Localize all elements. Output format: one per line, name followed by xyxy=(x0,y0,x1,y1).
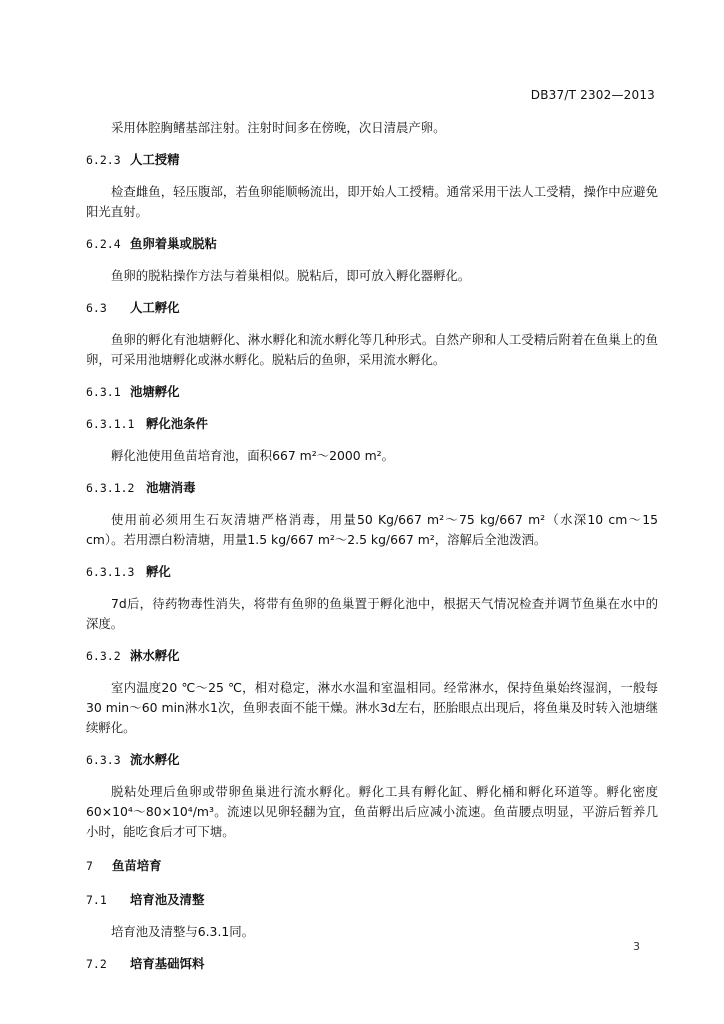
section-heading-6-3-2 xyxy=(86,646,658,666)
chapter-heading-7 xyxy=(86,856,658,876)
section-heading-6-2-4 xyxy=(86,234,658,254)
section-title: 孵化 xyxy=(146,564,171,579)
chapter-number: 7 xyxy=(86,859,93,873)
section-heading-6-3 xyxy=(86,298,658,318)
section-heading-6-3-1-2 xyxy=(86,478,658,498)
section-number: 6.3.3 xyxy=(86,753,121,767)
section-title: 池塘孵化 xyxy=(130,384,180,399)
paragraph: 室内温度20 ℃～25 ℃，相对稳定，淋水水温和室温相同。经常淋水，保持鱼巢始终湿润，一般每30 min～60 min淋水1次，鱼卵表面不能干燥。淋水3d左右，胚胎眼点出现后，将鱼巢及时转入池塘继续孵化。 xyxy=(86,680,658,735)
section-number: 6.2.3 xyxy=(86,153,121,167)
section-title: 人工孵化 xyxy=(130,300,180,315)
section-heading-6-3-1-3 xyxy=(86,562,658,582)
section-title: 培育基础饵料 xyxy=(130,956,205,971)
section-number: 6.3.1.3 xyxy=(86,565,135,579)
section-number: 6.3.1.2 xyxy=(86,481,135,495)
paragraph: 鱼卵的孵化有池塘孵化、淋水孵化和流水孵化等几种形式。自然产卵和人工受精后附着在鱼巢上的鱼卵，可采用池塘孵化或淋水孵化。脱粘后的鱼卵，采用流水孵化。 xyxy=(86,332,658,367)
section-title: 淋水孵化 xyxy=(130,648,180,663)
chapter-title: 鱼苗培育 xyxy=(112,858,162,873)
section-title: 鱼卵着巢或脱粘 xyxy=(130,236,217,251)
page-number: 3 xyxy=(633,940,640,953)
document-body xyxy=(86,118,658,986)
section-number: 7.1 xyxy=(86,893,107,907)
section-number: 6.3 xyxy=(86,301,107,315)
section-heading-7-2 xyxy=(86,954,658,974)
section-number: 6.2.4 xyxy=(86,237,121,251)
paragraph: 孵化池使用鱼苗培育池，面积667 m²～2000 m²。 xyxy=(111,448,394,463)
section-number: 6.3.2 xyxy=(86,649,121,663)
section-number: 7.2 xyxy=(86,957,107,971)
section-heading-6-3-1 xyxy=(86,382,658,402)
paragraph: 使用前必须用生石灰清塘严格消毒，用量50 Kg/667 m²～75 kg/667 m²（水深10 cm～15 cm）。若用漂白粉清塘，用量1.5 kg/667 m²～2.5 kg/667 m²，溶解后全池泼洒。 xyxy=(86,512,658,547)
paragraph: 脱粘处理后鱼卵或带卵鱼巢进行流水孵化。孵化工具有孵化缸、孵化桶和孵化环道等。孵化密度60×10⁴～80×10⁴/m³。流速以见卵轻翻为宜，鱼苗孵出后应减小流速。鱼苗腰点明显，平游后暂养几小时，能吃食后才可下塘。 xyxy=(86,784,658,839)
section-heading-6-2-3 xyxy=(86,150,658,170)
section-number: 6.3.1 xyxy=(86,385,121,399)
section-number: 6.3.1.1 xyxy=(86,417,135,431)
section-title: 流水孵化 xyxy=(130,752,180,767)
paragraph: 鱼卵的脱粘操作方法与着巢相似。脱粘后，即可放入孵化器孵化。 xyxy=(111,268,471,283)
document-code: DB37/T 2302—2013 xyxy=(530,88,655,102)
paragraph: 培育池及清整与6.3.1同。 xyxy=(111,924,255,939)
paragraph: 7d后，待药物毒性消失，将带有鱼卵的鱼巢置于孵化池中，根据天气情况检查并调节鱼巢在水中的深度。 xyxy=(86,596,658,631)
section-title: 孵化池条件 xyxy=(146,416,208,431)
section-title: 池塘消毒 xyxy=(146,480,196,495)
section-heading-6-3-1-1 xyxy=(86,414,658,434)
section-title: 人工授精 xyxy=(130,152,180,167)
paragraph: 采用体腔胸鳍基部注射。注射时间多在傍晚，次日清晨产卵。 xyxy=(111,120,446,135)
section-heading-7-1 xyxy=(86,890,658,910)
paragraph: 检查雌鱼，轻压腹部，若鱼卵能顺畅流出，即开始人工授精。通常采用干法人工受精，操作中应避免阳光直射。 xyxy=(86,184,658,219)
section-heading-6-3-3 xyxy=(86,750,658,770)
section-title: 培育池及清整 xyxy=(130,892,205,907)
